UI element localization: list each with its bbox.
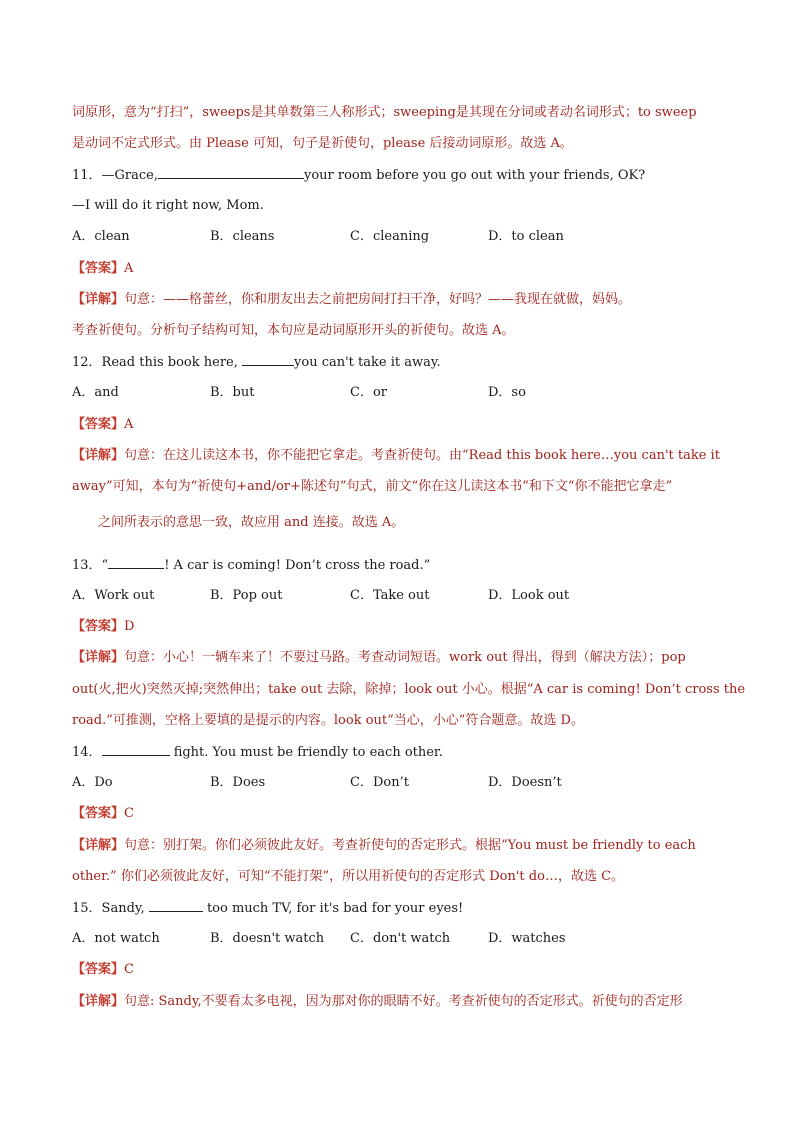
q13-blank: [108, 556, 164, 569]
q11-blank: [158, 166, 304, 179]
detail-label: 【详解】: [72, 994, 125, 1009]
q12-option-b: B．but: [210, 385, 255, 400]
q14-stem-end: fight. You must be friendly to each other.: [173, 745, 443, 760]
q15-detail-text-1: 句意: Sandy,不要看太多电视，因为那对你的眼睛不好。考查祈使句的否定形式。祈使句的否定形: [124, 994, 683, 1009]
detail-label: 【详解】: [72, 838, 125, 853]
q15-option-a: A．not watch: [72, 931, 160, 946]
q11-detail-2: 考查祈使句。分析句子结构可知，本句应是动词原形开头的祈使句。故选 A。: [72, 323, 515, 338]
q13-option-a: A．Work out: [72, 588, 155, 603]
answer-label: 【答案】: [72, 806, 125, 821]
q13-detail-2: out(火,把火)突然灭掉;突然伸出；take out 去除，除掉；look out 小心。根据“A car is coming! Don’t cross the: [72, 682, 746, 697]
q11-detail-1: [72, 291, 732, 309]
q11-option-d: D．to clean: [488, 229, 564, 244]
q10-explanation-line-2: 是动词不定式形式。由 Please 可知，句子是祈使句，please 后接动词原形。故选 A。: [72, 136, 573, 151]
q12-blank: [242, 353, 294, 366]
q15-detail-1: [72, 993, 732, 1011]
q12-answer-value: A: [124, 417, 134, 432]
q14-option-b: B．Does: [210, 775, 266, 790]
answer-label: 【答案】: [72, 962, 125, 977]
q12-detail-2: away”可知，本句为“祈使句+and/or+陈述句”句式，前文“你在这儿读这本书”和下文“你不能把它拿走”: [72, 479, 673, 494]
answer-label: 【答案】: [72, 619, 125, 634]
q15-stem: [72, 899, 732, 918]
q12-stem: [72, 353, 732, 372]
q15-answer-value: C: [124, 962, 134, 977]
q10-explanation-line-1: 词原形，意为“打扫”，sweeps是其单数第三人称形式；sweeping是其现在分词或者动名词形式；to sweep: [72, 105, 697, 120]
q11-stem-end: your room before you go out with your friends, OK?: [304, 168, 646, 183]
q14-answer: [72, 805, 732, 823]
q14-stem-start: 14．: [72, 745, 102, 760]
q12-option-a: A．and: [72, 385, 119, 400]
q12-option-d: D．so: [488, 385, 526, 400]
q12-detail-text-1: 句意：在这儿读这本书，你不能把它拿走。考查祈使句。由“Read this book here…you can't take it: [124, 448, 720, 463]
q12-stem-start: 12．Read this book here,: [72, 355, 238, 370]
q15-option-b: B．doesn't watch: [210, 931, 325, 946]
q14-option-a: A．Do: [72, 775, 113, 790]
q13-stem-end: ! A car is coming! Don’t cross the road.”: [164, 558, 431, 573]
detail-label: 【详解】: [72, 292, 125, 307]
q14-blank: [102, 743, 170, 756]
q12-options: [72, 384, 732, 402]
q11-option-a: A．clean: [72, 229, 130, 244]
q13-stem: [72, 556, 732, 575]
q13-option-d: D．Look out: [488, 588, 570, 603]
q11-option-c: C．cleaning: [350, 229, 430, 244]
q13-answer-value: D: [124, 619, 135, 634]
q15-answer: [72, 961, 732, 979]
q12-stem-end: you can't take it away.: [294, 355, 441, 370]
q11-reply: —I will do it right now, Mom.: [72, 198, 264, 213]
q12-answer: [72, 416, 732, 434]
q12-detail-1: [72, 447, 732, 465]
q15-option-d: D．watches: [488, 931, 566, 946]
q14-option-d: D．Doesn’t: [488, 775, 562, 790]
q15-stem-end: too much TV, for it's bad for your eyes!: [206, 901, 464, 916]
q14-detail-1: [72, 837, 732, 855]
q12-detail-3: 之间所表示的意思一致，故应用 and 连接。故选 A。: [98, 515, 405, 530]
q15-options: [72, 930, 732, 948]
q13-option-b: B．Pop out: [210, 588, 283, 603]
q14-options: [72, 774, 732, 792]
answer-label: 【答案】: [72, 261, 125, 276]
q13-stem-start: 13．“: [72, 558, 109, 573]
q11-stem: [72, 166, 732, 185]
q11-option-b: B．cleans: [210, 229, 275, 244]
q13-detail-1: [72, 649, 732, 667]
detail-label: 【详解】: [72, 650, 125, 665]
answer-label: 【答案】: [72, 417, 125, 432]
q11-answer-value: A: [124, 261, 134, 276]
q11-detail-text-1: 句意：——格蕾丝，你和朋友出去之前把房间打扫干净，好吗？——我现在就做，妈妈。: [124, 292, 632, 307]
q13-detail-text-1: 句意：小心！一辆车来了！不要过马路。考查动词短语。work out 得出，得到（解决方法）；pop: [124, 650, 686, 665]
q14-detail-2: other.” 你们必须彼此友好，可知“不能打架”，所以用祈使句的否定形式 Don't do…，故选 C。: [72, 869, 625, 884]
q14-option-c: C．Don’t: [350, 775, 409, 790]
q13-answer: [72, 618, 732, 636]
q14-detail-text-1: 句意：别打架。你们必须彼此友好。考查祈使句的否定形式。根据“You must be friendly to each: [124, 838, 696, 853]
q12-option-c: C．or: [350, 385, 387, 400]
q11-answer: [72, 260, 732, 278]
q13-option-c: C．Take out: [350, 588, 430, 603]
q14-answer-value: C: [124, 806, 134, 821]
detail-label: 【详解】: [72, 448, 125, 463]
q15-option-c: C．don't watch: [350, 931, 451, 946]
q13-detail-3: road.”可推测，空格上要填的是提示的内容。look out“当心，小心”符合题意。故选 D。: [72, 713, 584, 728]
q14-stem: [72, 743, 732, 762]
q11-stem-start: 11．—Grace,: [72, 168, 158, 183]
q13-options: [72, 587, 732, 605]
q11-options: [72, 228, 732, 246]
q15-blank: [149, 899, 203, 912]
q15-stem-start: 15．Sandy,: [72, 901, 145, 916]
